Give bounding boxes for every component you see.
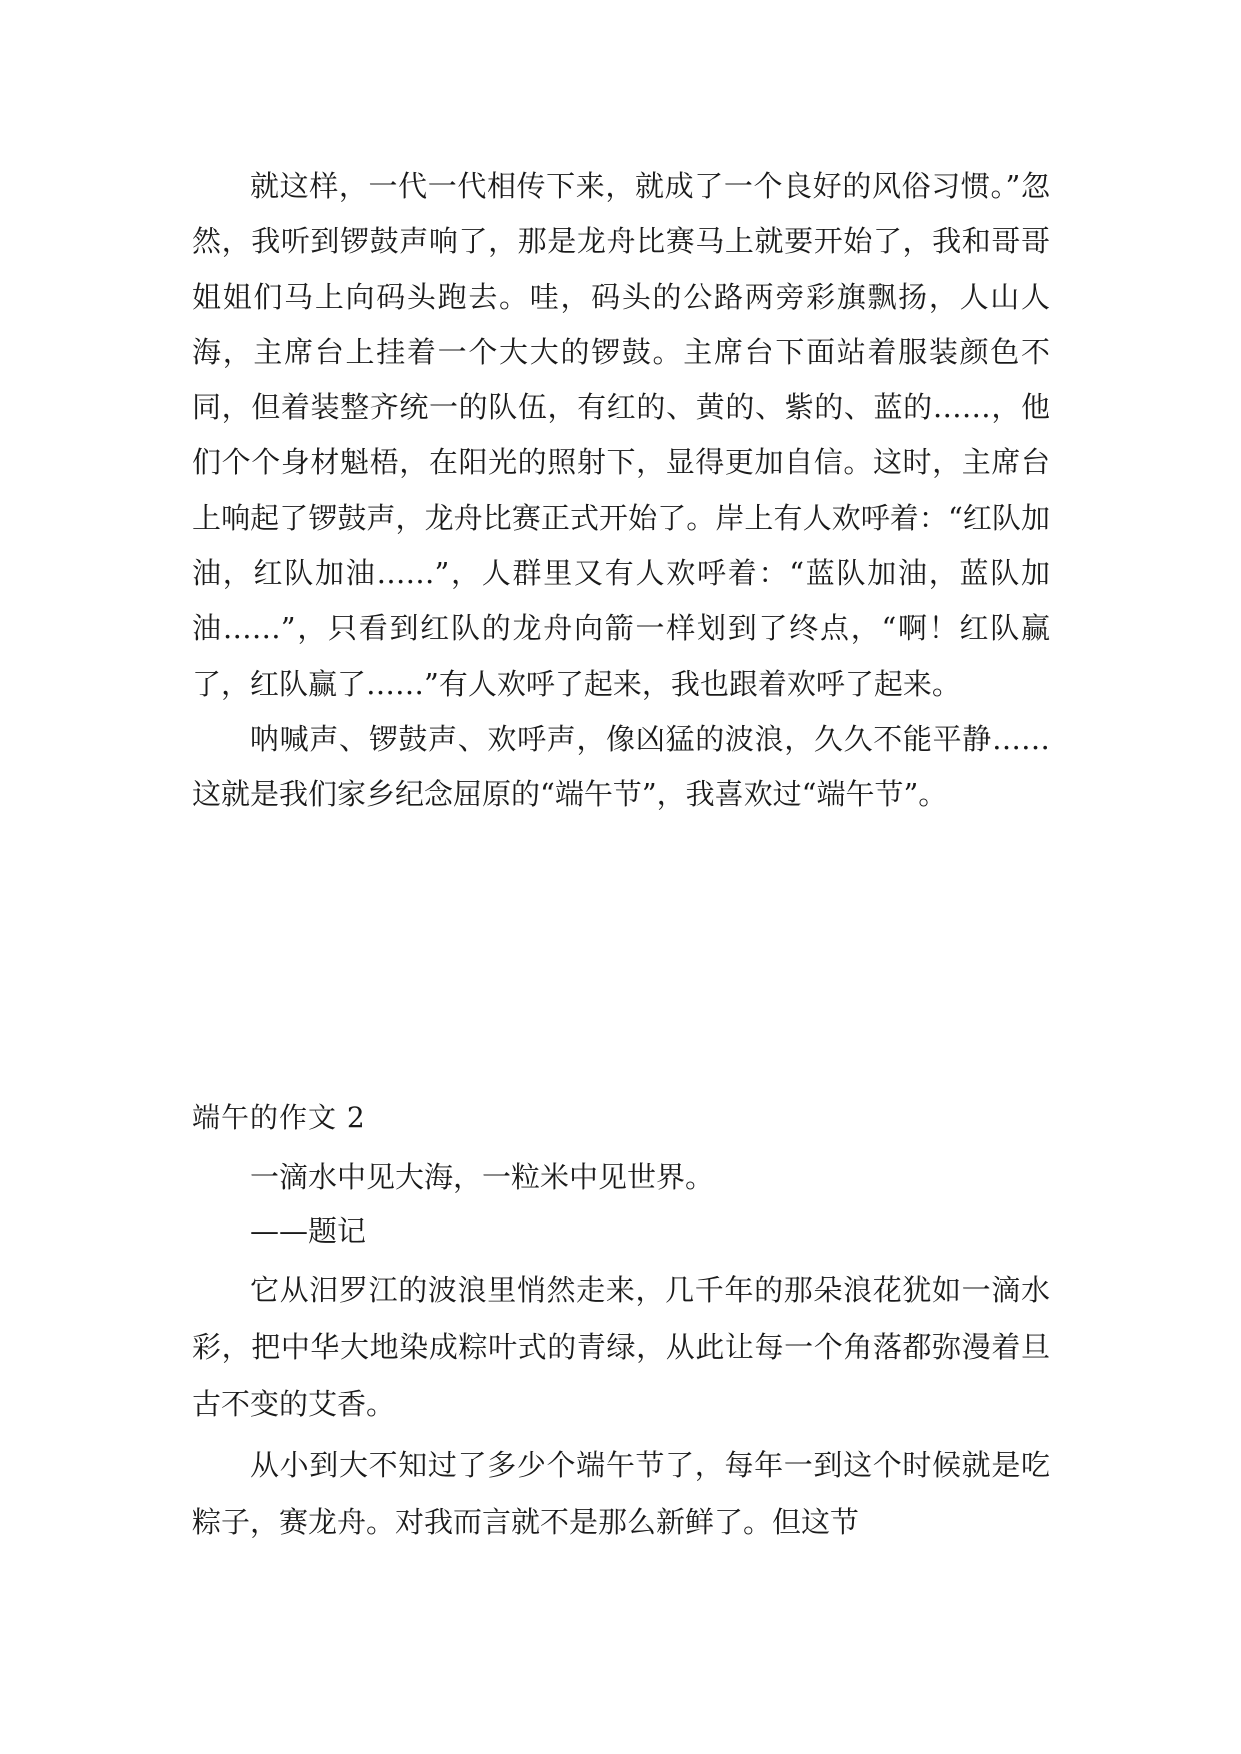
epigraph-source: ——题记 <box>250 1214 367 1248</box>
essay-part-2 <box>192 1150 1050 1551</box>
paragraph-festival-conclusion: 呐喊声、锣鼓声、欢呼声，像凶猛的波浪，久久不能平静……这就是我们家乡纪念屈原的“端午节”，我喜欢过“端午节”。 <box>192 721 1050 812</box>
epigraph: 一滴水中见大海，一粒米中见世界。 <box>250 1160 715 1194</box>
paragraph-dragon-boat-race: 就这样，一代一代相传下来，就成了一个良好的风俗习惯。”忽然，我听到锣鼓声响了，那是龙舟比赛马上就要开始了，我和哥哥姐姐们马上向码头跑去。哇，码头的公路两旁彩旗飘扬，人山人海，主席台上挂着一个大大的锣鼓。主席台下面站着服装颜色不同，但着装整齐统一的队伍，有红的、黄的、紫的、蓝的……，他们个个身材魁梧，在阳光的照射下，显得更加自信。这时，主席台上响起了锣鼓声，龙舟比赛正式开始了。岸上有人欢呼着：“红队加油，红队加油……”，人群里又有人欢呼着：“蓝队加油，蓝队加油……”，只看到红队的龙舟向箭一样划到了终点，“啊！红队赢了，红队赢了……”有人欢呼了起来，我也跟着欢呼了起来。 <box>192 169 1050 701</box>
essay-part-1 <box>192 159 1050 823</box>
paragraph-miluo-river: 它从汨罗江的波浪里悄然走来，几千年的那朵浪花犹如一滴水彩，把中华大地染成粽叶式的青绿，从此让每一个角落都弥漫着旦古不变的艾香。 <box>192 1273 1050 1421</box>
section-heading: 端午的作文 2 <box>192 1101 366 1134</box>
paragraph-every-year: 从小到大不知过了多少个端午节了，每年一到这个时候就是吃粽子，赛龙舟。对我而言就不是那么新鲜了。但这节 <box>192 1448 1050 1539</box>
